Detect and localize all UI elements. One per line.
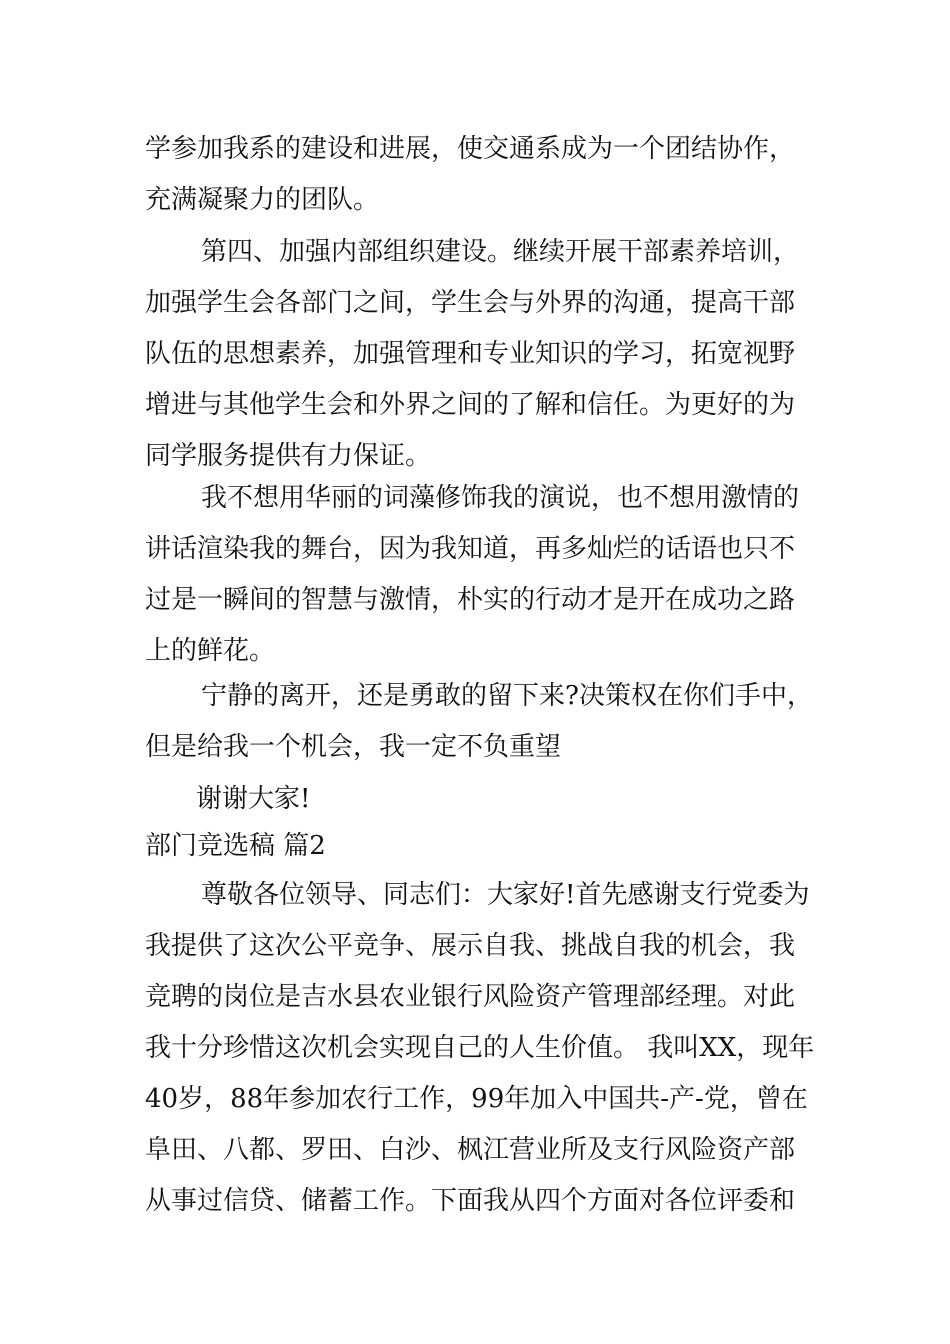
text-line: 竞聘的岗位是吉水县农业银行风险资产管理部经理。对此 <box>145 982 796 1012</box>
paragraph-speech <box>145 473 807 677</box>
paragraph-continuation <box>145 124 807 226</box>
text-line: 阜田、八都、罗田、白沙、枫江营业所及支行风险资产部 <box>145 1135 796 1165</box>
text-line: 但是给我一个机会，我一定不负重望 <box>145 732 562 762</box>
text-line: 同学服务提供有力保证。 <box>145 441 432 471</box>
text-line: 第四、加强内部组织建设。继续开展干部素养培训， <box>201 237 800 267</box>
text-line: 过是一瞬间的智慧与激情，朴实的行动才是开在成功之路 <box>145 585 796 615</box>
text-line: 加强学生会各部门之间，学生会与外界的沟通，提高干部 <box>145 288 796 318</box>
paragraph-decision <box>145 671 813 773</box>
text-line: 我不想用华丽的词藻修饰我的演说，也不想用激情的 <box>201 483 800 513</box>
text-line: 宁静的离开，还是勇敢的留下来?决策权在你们手中， <box>201 681 813 711</box>
text-line: 增进与其他学生会和外界之间的了解和信任。为更好的为 <box>145 390 796 420</box>
section-heading: 部门竞选稿 篇2 <box>145 831 326 861</box>
text-line: 队伍的思想素养，加强管理和专业知识的学习，拓宽视野 <box>145 339 796 369</box>
paragraph-organization <box>145 227 807 482</box>
text-line: 我十分珍惜这次机会实现自己的人生价值。 我叫XX，现年 <box>145 1033 815 1063</box>
text-line: 学参加我系的建设和进展，使交通系成为一个团结协作， <box>145 134 796 164</box>
text-line: 我提供了这次公平竞争、展示自我、挑战自我的机会，我 <box>145 931 796 961</box>
text-line: 尊敬各位领导、同志们：大家好!首先感谢支行党委为 <box>201 880 810 910</box>
text-line: 上的鲜花。 <box>145 636 276 666</box>
text-line: 从事过信贷、储蓄工作。下面我从四个方面对各位评委和 <box>145 1186 796 1216</box>
thanks-line: 谢谢大家! <box>196 784 311 814</box>
text-line: 40岁，88年参加农行工作，99年加入中国共-产-党，曾在 <box>145 1084 808 1114</box>
paragraph-candidate <box>145 870 815 1227</box>
text-line: 充满凝聚力的团队。 <box>145 185 380 215</box>
text-line: 讲话渲染我的舞台，因为我知道，再多灿烂的话语也只不 <box>145 534 796 564</box>
